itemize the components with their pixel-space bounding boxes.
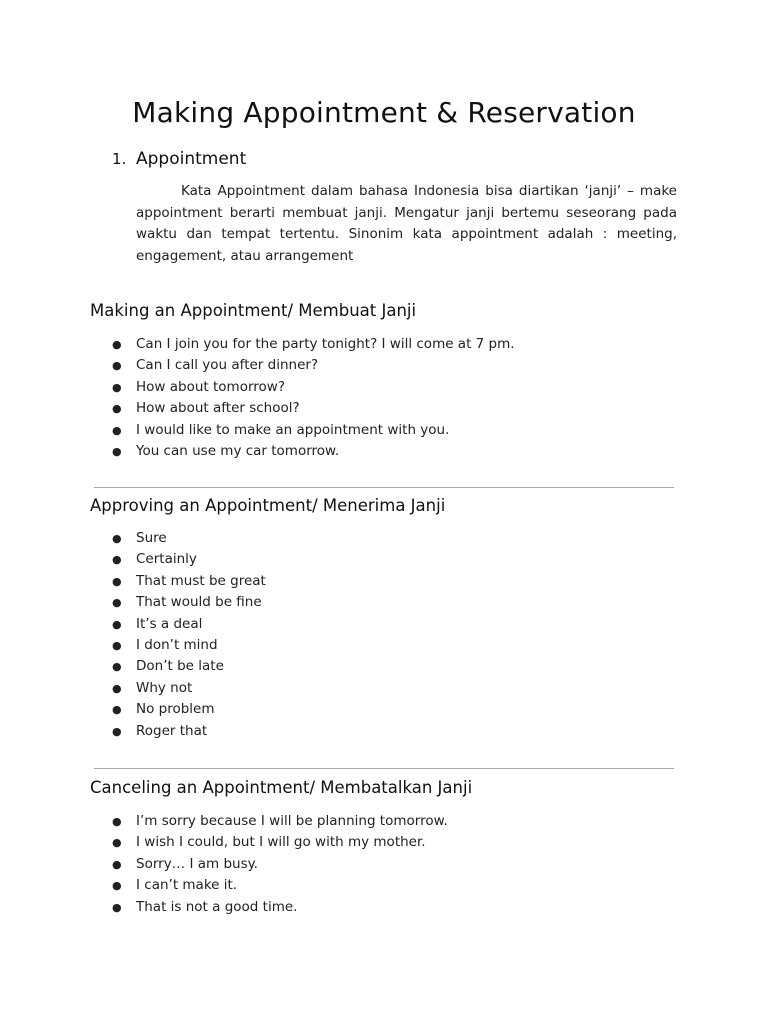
bullet-icon: ● (112, 596, 122, 610)
bullet-icon: ● (112, 423, 122, 437)
list-item: ● Why not (112, 678, 266, 699)
approving-appointment-list (112, 528, 266, 742)
section-divider (94, 768, 674, 769)
bullet-icon: ● (112, 724, 122, 738)
bullet-icon: ● (112, 532, 122, 545)
bullet-icon: ● (112, 574, 122, 588)
bullet-icon: ● (112, 553, 122, 567)
list-item: ● You can use my car tomorrow. (112, 441, 515, 462)
list-item: ● Certainly (112, 549, 266, 570)
list-item: ● I can’t make it. (112, 875, 448, 896)
bullet-icon: ● (112, 857, 122, 871)
bullet-icon: ● (112, 444, 122, 458)
list-item: ● No problem (112, 699, 266, 720)
list-item: ● I would like to make an appointment with you. (112, 420, 515, 441)
making-appointment-list (112, 334, 515, 462)
bullet-icon: ● (112, 900, 122, 914)
list-item: ● How about tomorrow? (112, 377, 515, 398)
bullet-icon: ● (112, 402, 122, 416)
bullet-icon: ● (112, 681, 122, 695)
document-title: Making Appointment & Reservation (132, 96, 636, 129)
bullet-icon: ● (112, 703, 122, 717)
approving-appointment-heading: Approving an Appointment/ Menerima Janji (90, 496, 446, 515)
bullet-icon: ● (112, 359, 122, 373)
bullet-icon: ● (112, 660, 122, 674)
list-item: ● It’s a deal (112, 614, 266, 635)
list-item: ● Don’t be late (112, 656, 266, 677)
list-item: ● Sure (112, 528, 266, 549)
list-item: ● Can I join you for the party tonight? I will come at 7 pm. (112, 334, 515, 355)
bullet-icon: ● (112, 638, 122, 652)
section-title: Appointment (136, 149, 247, 169)
list-item: ● I wish I could, but I will go with my mother. (112, 832, 448, 853)
making-appointment-heading: Making an Appointment/ Membuat Janji (90, 301, 417, 320)
list-item: ● That must be great (112, 571, 266, 592)
list-item: ● I don’t mind (112, 635, 266, 656)
intro-paragraph: Kata Appointment dalam bahasa Indonesia bisa diartikan ‘janji’ – make appointment berarti membuat janji. Mengatur janji bertemu seseorang pada waktu dan tempat tertentu. Sinonim kata appointment adalah : meeting, engagement, atau arrangement (136, 183, 677, 264)
bullet-icon: ● (112, 617, 122, 631)
list-item: ● That is not a good time. (112, 897, 448, 918)
list-item: ● Can I call you after dinner? (112, 355, 515, 376)
canceling-appointment-heading: Canceling an Appointment/ Membatalkan Janji (90, 778, 473, 797)
list-item: ● That would be fine (112, 592, 266, 613)
bullet-icon: ● (112, 815, 122, 828)
canceling-appointment-list (112, 811, 448, 918)
bullet-icon: ● (112, 338, 122, 351)
bullet-icon: ● (112, 380, 122, 394)
section-appointment-heading (112, 148, 246, 170)
section-number: 1. (112, 150, 127, 168)
list-item: ● Sorry… I am busy. (112, 854, 448, 875)
section-divider (94, 487, 674, 488)
list-item: ● I’m sorry because I will be planning tomorrow. (112, 811, 448, 832)
bullet-icon: ● (112, 836, 122, 850)
list-item: ● How about after school? (112, 398, 515, 419)
bullet-icon: ● (112, 879, 122, 893)
list-item: ● Roger that (112, 721, 266, 742)
